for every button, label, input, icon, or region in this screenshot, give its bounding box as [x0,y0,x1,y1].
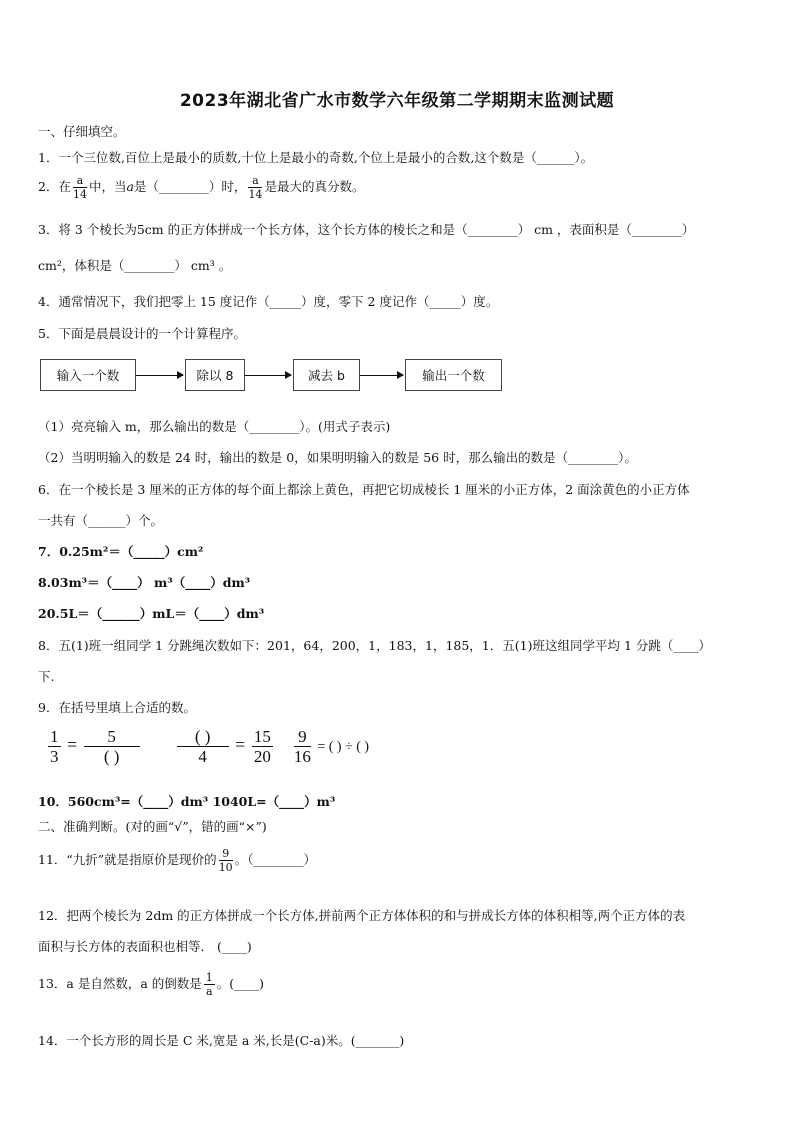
question-5: 5．下面是晨晨设计的一个计算程序。 [38,326,246,341]
question-5-part2: （2）当明明输入的数是 24 时，输出的数是 0，如果明明输入的数是 56 时，那么输出的数是（________）。 [38,450,637,465]
flow-box-subtract: 减去 b [293,359,360,391]
question-3-line1: 3．将 3 个棱长为5cm 的正方体拼成一个长方体，这个长方体的棱长之和是（________） cm ，表面积是（________） [38,222,695,237]
question-7-line2: 8.03m³＝（____） m³（____）dm³ [38,575,251,590]
flow-box-output: 输出一个数 [405,359,502,391]
section-heading-1: 一、仔细填空。 [38,124,126,139]
question-9: 9．在括号里填上合适的数。 [38,700,196,715]
question-4: 4．通常情况下，我们把零上 15 度记作（_____）度，零下 2 度记作（_____）度。 [38,294,499,309]
question-8-line1: 8．五(1)班一组同学 1 分跳绳次数如下：201，64，200，1，183，1，185，1．五(1)班这组同学平均 1 分跳（____） [38,638,711,653]
flow-box-input: 输入一个数 [40,359,136,391]
question-13: 13．a 是自然数，a 的倒数是 $\frac{1}{a}$ 。(____) [38,971,265,998]
question-6-line2: 一共有（______）个。 [38,513,164,528]
question-3-line2: cm²，体积是（________） cm³ 。 [38,258,232,273]
question-2: 2．在 $\frac{a}{14}$ 中，当a是（________）时， $\frac{a}{14}$ 是最大的真分数。 [38,174,365,201]
question-7-line3: 20.5L＝（______）mL＝（____）dm³ [38,606,265,621]
question-7-line1: 7．0.25m²＝（_____）cm² [38,544,204,559]
question-5-part1: （1）亮亮输入 m，那么输出的数是（________）。(用式子表示) [38,419,391,434]
flow-arrow [245,375,291,376]
question-6-line1: 6．在一个棱长是 3 厘米的正方体的每个面上都涂上黄色，再把它切成棱长 1 厘米的小正方体，2 面涂黄色的小正方体 [38,482,690,497]
question-12-line1: 12．把两个棱长为 2dm 的正方体拼成一个长方体,拼前两个正方体体积的和与拼成长方体的体积相等,两个正方体的表 [38,908,686,923]
flow-box-divide: 除以 8 [185,359,245,391]
page-title: 2023年湖北省广水市数学六年级第二学期期末监测试题 [179,91,615,111]
question-12-line2: 面积与长方体的表面积也相等． (____) [38,939,252,954]
section-heading-2: 二、准确判断。(对的画“√”，错的画“×”) [38,819,267,834]
flow-arrow [360,375,403,376]
question-8-line2: 下. [38,669,55,684]
question-14: 14．一个长方形的周长是 C 米,宽是 a 米,长是(C-a)米。(_______) [38,1033,405,1048]
question-10: 10．560cm³=（____）dm³ 1040L=（____）m³ [38,794,336,809]
question-1: 1．一个三位数,百位上是最小的质数,十位上是最小的奇数,个位上是最小的合数,这个数是（______）。 [38,150,594,165]
question-11: 11．“九折”就是指原价是现价的 $\frac{9}{10}$ 。（________） [38,847,316,874]
question-9-equations: $\frac{1}{3}$ = $\frac{5}{( )}$ $\frac{( )}{4}$ = $\frac{15}{20}$ $\frac{9}{16}$ = ( ) ÷ ( ) [50,727,370,766]
flow-arrow [136,375,183,376]
